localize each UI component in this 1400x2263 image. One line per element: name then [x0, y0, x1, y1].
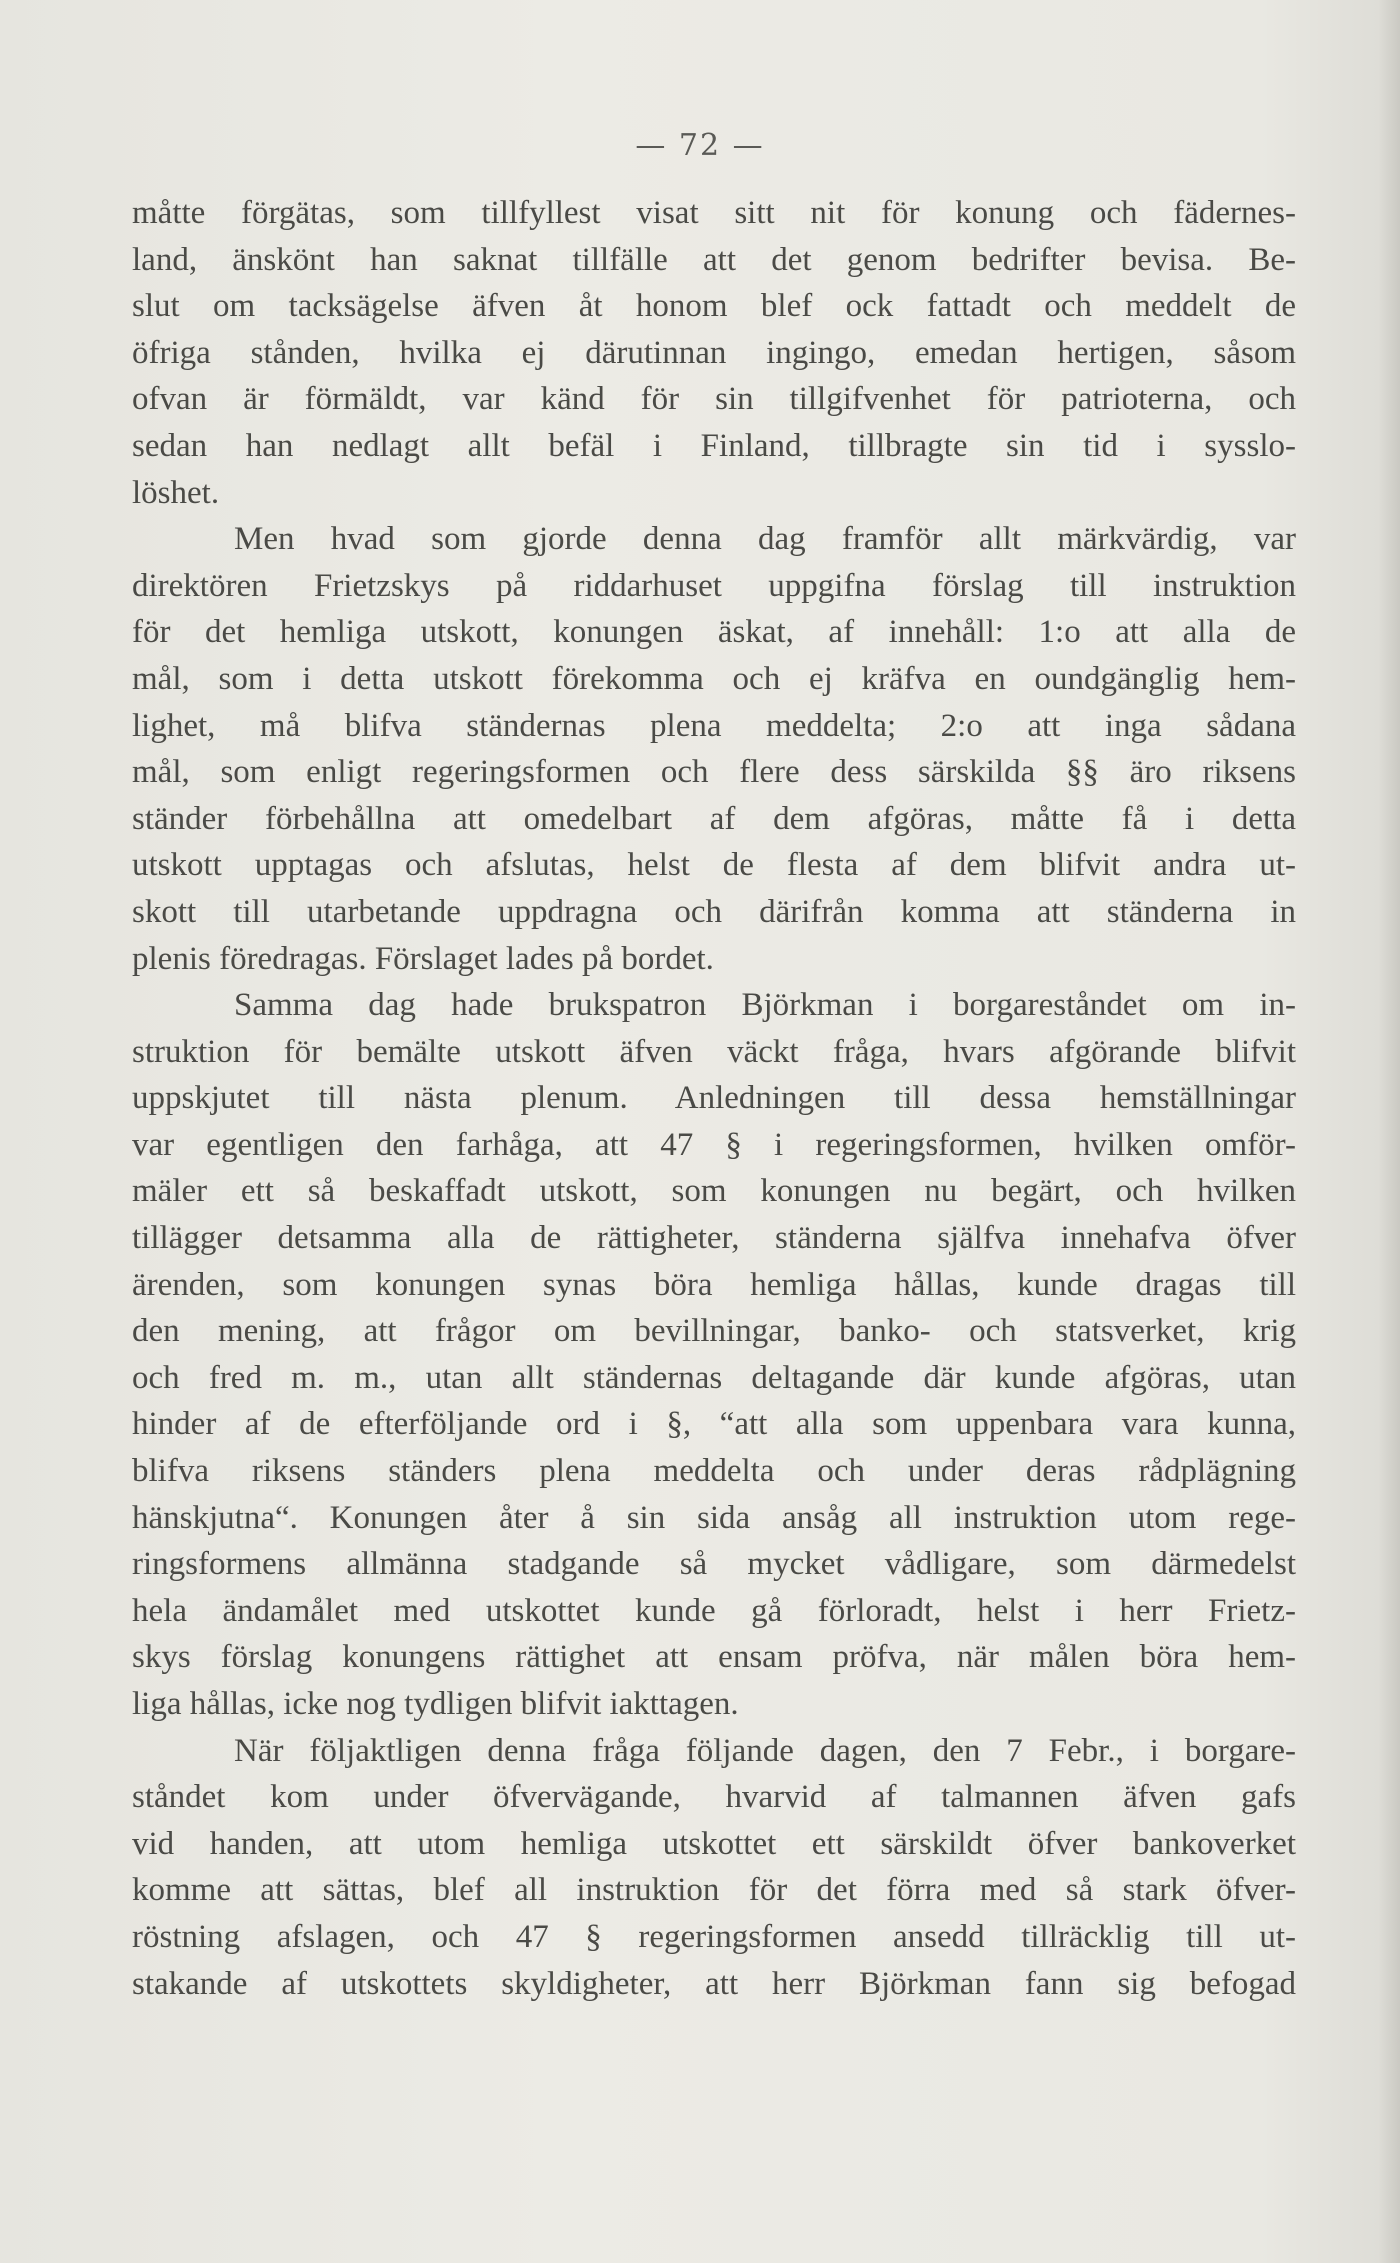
- text-line: direktören Frietzskys på riddarhuset uppgifna förslag till instruktion: [132, 567, 1296, 604]
- page-edge-shadow: [1378, 0, 1400, 2263]
- text-line: lighet, må blifva ständernas plena meddelta; 2:o att inga sådana: [132, 707, 1296, 744]
- text-line: mål, som i detta utskott förekomma och ej kräfva en oundgänglig hem-: [132, 660, 1296, 697]
- text-line: komme att sättas, blef all instruktion för det förra med så stark öfver-: [132, 1872, 1296, 1909]
- body-text: [132, 190, 1296, 2007]
- text-line: ärenden, som konungen synas böra hemliga hållas, kunde dragas till: [132, 1266, 1296, 1303]
- text-line: tillägger detsamma alla de rättigheter, ständerna själfva innehafva öfver: [132, 1220, 1296, 1257]
- paragraph: [132, 516, 1296, 982]
- page-number: — 72 —: [635, 128, 765, 163]
- text-line: skott till utarbetande uppdragna och därifrån komma att ständerna in: [132, 893, 1296, 930]
- text-line: mäler ett så beskaffadt utskott, som konungen nu begärt, och hvilken: [132, 1173, 1296, 1210]
- text-line: ståndet kom under öfvervägande, hvarvid af talmannen äfven gafs: [132, 1779, 1296, 1816]
- paragraph: [132, 190, 1296, 516]
- text-line: och fred m. m., utan allt ständernas deltagande där kunde afgöras, utan: [132, 1359, 1296, 1396]
- text-line: slut om tacksägelse äfven åt honom blef ock fattadt och meddelt de: [132, 288, 1296, 325]
- text-line: ofvan är förmäldt, var känd för sin tillgifvenhet för patrioterna, och: [132, 381, 1296, 418]
- text-line: mål, som enligt regeringsformen och flere dess särskilda §§ äro riksens: [132, 754, 1296, 791]
- text-line: plenis föredragas. Förslaget lades på bordet.: [132, 940, 714, 977]
- text-line: land, änskönt han saknat tillfälle att det genom bedrifter bevisa. Be-: [132, 241, 1296, 278]
- text-line: hänskjutna“. Konungen åter å sin sida ansåg all instruktion utom rege-: [132, 1499, 1296, 1536]
- text-line: utskott upptagas och afslutas, helst de flesta af dem blifvit andra ut-: [132, 847, 1296, 884]
- text-line: vid handen, att utom hemliga utskottet ett särskildt öfver bankoverket: [132, 1825, 1296, 1862]
- paragraph: [132, 982, 1296, 1728]
- text-line: måtte förgätas, som tillfyllest visat sitt nit för konung och fädernes-: [132, 195, 1296, 231]
- text-line: hela ändamålet med utskottet kunde gå förloradt, helst i herr Frietz-: [132, 1592, 1296, 1629]
- text-line: röstning afslagen, och 47 § regeringsformen ansedd tillräcklig till ut-: [132, 1918, 1296, 1955]
- text-line: för det hemliga utskott, konungen äskat, af innehåll: 1:o att alla de: [132, 614, 1296, 651]
- text-line: den mening, att frågor om bevillningar, banko- och statsverket, krig: [132, 1313, 1296, 1350]
- text-line: löshet.: [132, 474, 220, 511]
- text-line: öfriga stånden, hvilka ej därutinnan ingingo, emedan hertigen, såsom: [132, 334, 1296, 371]
- paragraph: [132, 1728, 1296, 2008]
- text-line: Men hvad som gjorde denna dag framför allt märkvärdig, var: [234, 521, 1296, 558]
- text-line: liga hållas, icke nog tydligen blifvit iakttagen.: [132, 1686, 739, 1722]
- text-line: Samma dag hade brukspatron Björkman i borgareståndet om in-: [234, 987, 1296, 1024]
- text-line: sedan han nedlagt allt befäl i Finland, tillbragte sin tid i sysslo-: [132, 427, 1296, 464]
- text-line: blifva riksens ständers plena meddelta och under deras rådplägning: [132, 1453, 1296, 1490]
- text-line: hinder af de efterföljande ord i §, “att alla som uppenbara vara kunna,: [132, 1406, 1296, 1443]
- text-line: uppskjutet till nästa plenum. Anledningen till dessa hemställningar: [132, 1080, 1296, 1117]
- text-line: var egentligen den farhåga, att 47 § i regeringsformen, hvilken omför-: [132, 1126, 1296, 1163]
- text-line: ringsformens allmänna stadgande så mycket vådligare, som därmedelst: [132, 1546, 1296, 1583]
- text-line: stakande af utskottets skyldigheter, att herr Björkman fann sig befogad: [132, 1965, 1296, 2002]
- text-line: skys förslag konungens rättighet att ensam pröfva, när målen böra hem-: [132, 1639, 1296, 1676]
- text-line: ständer förbehållna att omedelbart af dem afgöras, måtte få i detta: [132, 800, 1296, 837]
- text-line: När följaktligen denna fråga följande dagen, den 7 Febr., i borgare-: [234, 1732, 1296, 1769]
- text-line: struktion för bemälte utskott äfven väckt fråga, hvars afgörande blifvit: [132, 1033, 1296, 1070]
